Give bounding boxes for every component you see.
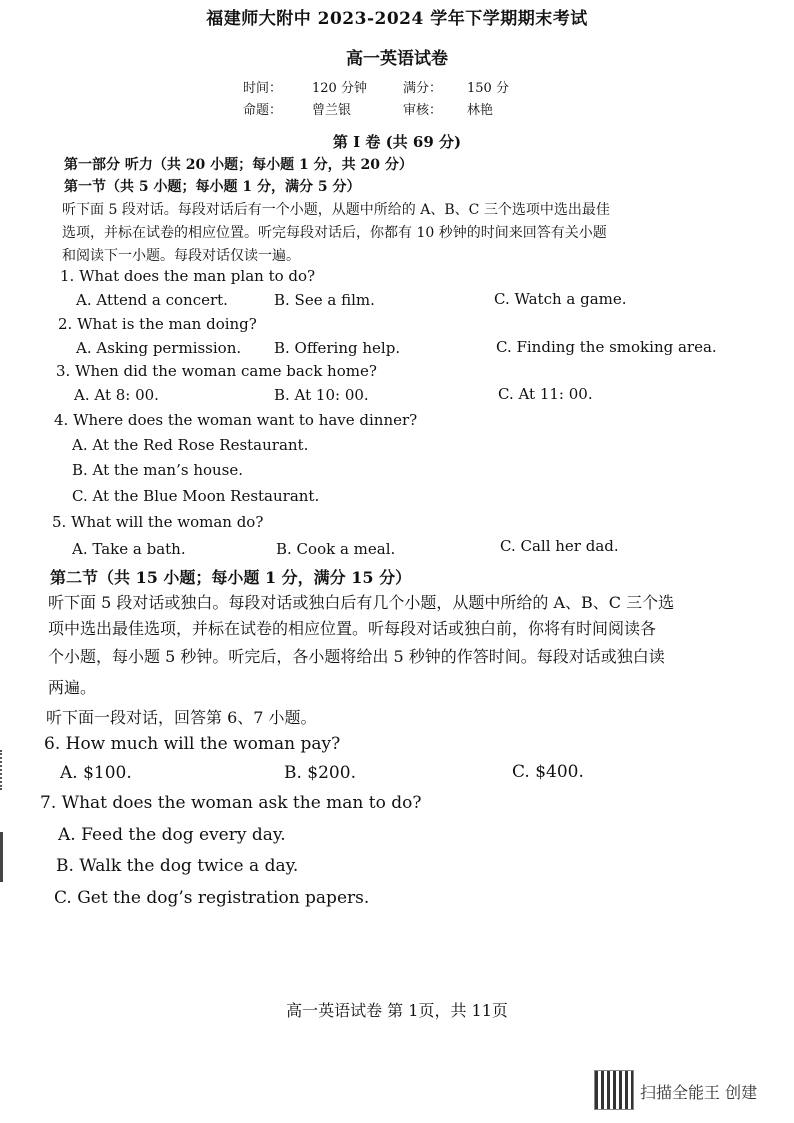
option-a[interactable]: A. Attend a concert. <box>76 291 228 309</box>
option-a[interactable]: A. Asking permission. <box>76 339 242 357</box>
reviewer-value: 林艳 <box>467 103 494 118</box>
binding-edge-mark <box>0 750 6 790</box>
section1-instruction: 和阅读下一小题。每段对话仅读一遍。 <box>62 248 300 264</box>
option-a[interactable]: A. Feed the dog every day. <box>58 825 286 845</box>
option-b[interactable]: B. See a film. <box>274 291 375 309</box>
option-b[interactable]: B. At 10: 00. <box>274 386 369 404</box>
option-c[interactable]: C. Watch a game. <box>494 290 627 308</box>
option-b[interactable]: B. At the man’s house. <box>72 461 244 479</box>
section2-instruction: 项中选出最佳选项，并标在试卷的相应位置。听每段对话或独白前，你将有时间阅读各 <box>48 619 657 638</box>
author-label: 命题： <box>243 103 283 118</box>
scanner-watermark: 扫描全能王 创建 <box>640 1083 758 1102</box>
qr-code-icon <box>594 1070 634 1110</box>
exam-subtitle: 高一英语试卷 <box>346 49 448 69</box>
option-b[interactable]: B. Walk the dog twice a day. <box>56 856 299 876</box>
score-label: 满分： <box>403 81 443 96</box>
option-c[interactable]: C. Call her dad. <box>500 537 619 555</box>
section2-instruction: 听下面 5 段对话或独白。每段对话或独白后有几个小题，从题中所给的 A、B、C 三个选 <box>48 593 675 612</box>
section2-instruction: 两遍。 <box>48 678 97 697</box>
question-stem: 1. What does the man plan to do? <box>60 267 316 285</box>
question-stem: 5. What will the woman do? <box>52 513 264 531</box>
section2-heading: 第二节（共 15 小题；每小题 1 分，满分 15 分） <box>50 568 412 587</box>
option-b[interactable]: B. $200. <box>284 763 356 783</box>
option-a[interactable]: A. At the Red Rose Restaurant. <box>72 436 309 454</box>
option-b[interactable]: B. Offering help. <box>274 339 401 357</box>
option-c[interactable]: C. Get the dog’s registration papers. <box>54 888 370 908</box>
volume-heading: 第 I 卷 (共 69 分) <box>332 133 462 151</box>
section2-instruction: 个小题，每小题 5 秒钟。听完后，各小题将给出 5 秒钟的作答时间。每段对话或独白读 <box>48 647 665 666</box>
option-c[interactable]: C. At the Blue Moon Restaurant. <box>72 487 320 505</box>
option-c[interactable]: C. $400. <box>512 762 584 782</box>
option-c[interactable]: C. At 11: 00. <box>498 385 593 403</box>
question-stem: 6. How much will the woman pay? <box>44 734 341 754</box>
reviewer-label: 审核： <box>403 103 443 118</box>
author-value: 曾兰银 <box>312 103 352 118</box>
option-a[interactable]: A. $100. <box>60 763 132 783</box>
page-footer: 高一英语试卷 第 1页，共 11页 <box>286 1001 508 1020</box>
exam-title: 福建师大附中 2023-2024 学年下学期期末考试 <box>206 9 588 29</box>
score-value: 150 分 <box>467 81 509 96</box>
option-b[interactable]: B. Cook a meal. <box>276 540 396 558</box>
option-a[interactable]: A. At 8: 00. <box>74 386 159 404</box>
question-stem: 7. What does the woman ask the man to do? <box>40 793 422 813</box>
section1-instruction: 听下面 5 段对话。每段对话后有一个小题，从题中所给的 A、B、C 三个选项中选出最佳 <box>62 202 610 218</box>
option-c[interactable]: C. Finding the smoking area. <box>496 338 717 356</box>
option-a[interactable]: A. Take a bath. <box>72 540 186 558</box>
section1-instruction: 选项，并标在试卷的相应位置。听完每段对话后，你都有 10 秒钟的时间来回答有关小题 <box>62 225 607 241</box>
question-stem: 2. What is the man doing? <box>58 315 257 333</box>
part1-heading: 第一部分 听力（共 20 小题；每小题 1 分，共 20 分） <box>64 157 413 173</box>
group-intro: 听下面一段对话，回答第 6、7 小题。 <box>46 708 317 727</box>
time-value: 120 分钟 <box>312 81 367 96</box>
section1-heading: 第一节（共 5 小题；每小题 1 分，满分 5 分） <box>64 179 361 195</box>
time-label: 时间： <box>243 81 283 96</box>
question-stem: 3. When did the woman came back home? <box>56 362 377 380</box>
question-stem: 4. Where does the woman want to have dinner? <box>54 411 418 429</box>
binding-edge-mark <box>0 832 9 882</box>
